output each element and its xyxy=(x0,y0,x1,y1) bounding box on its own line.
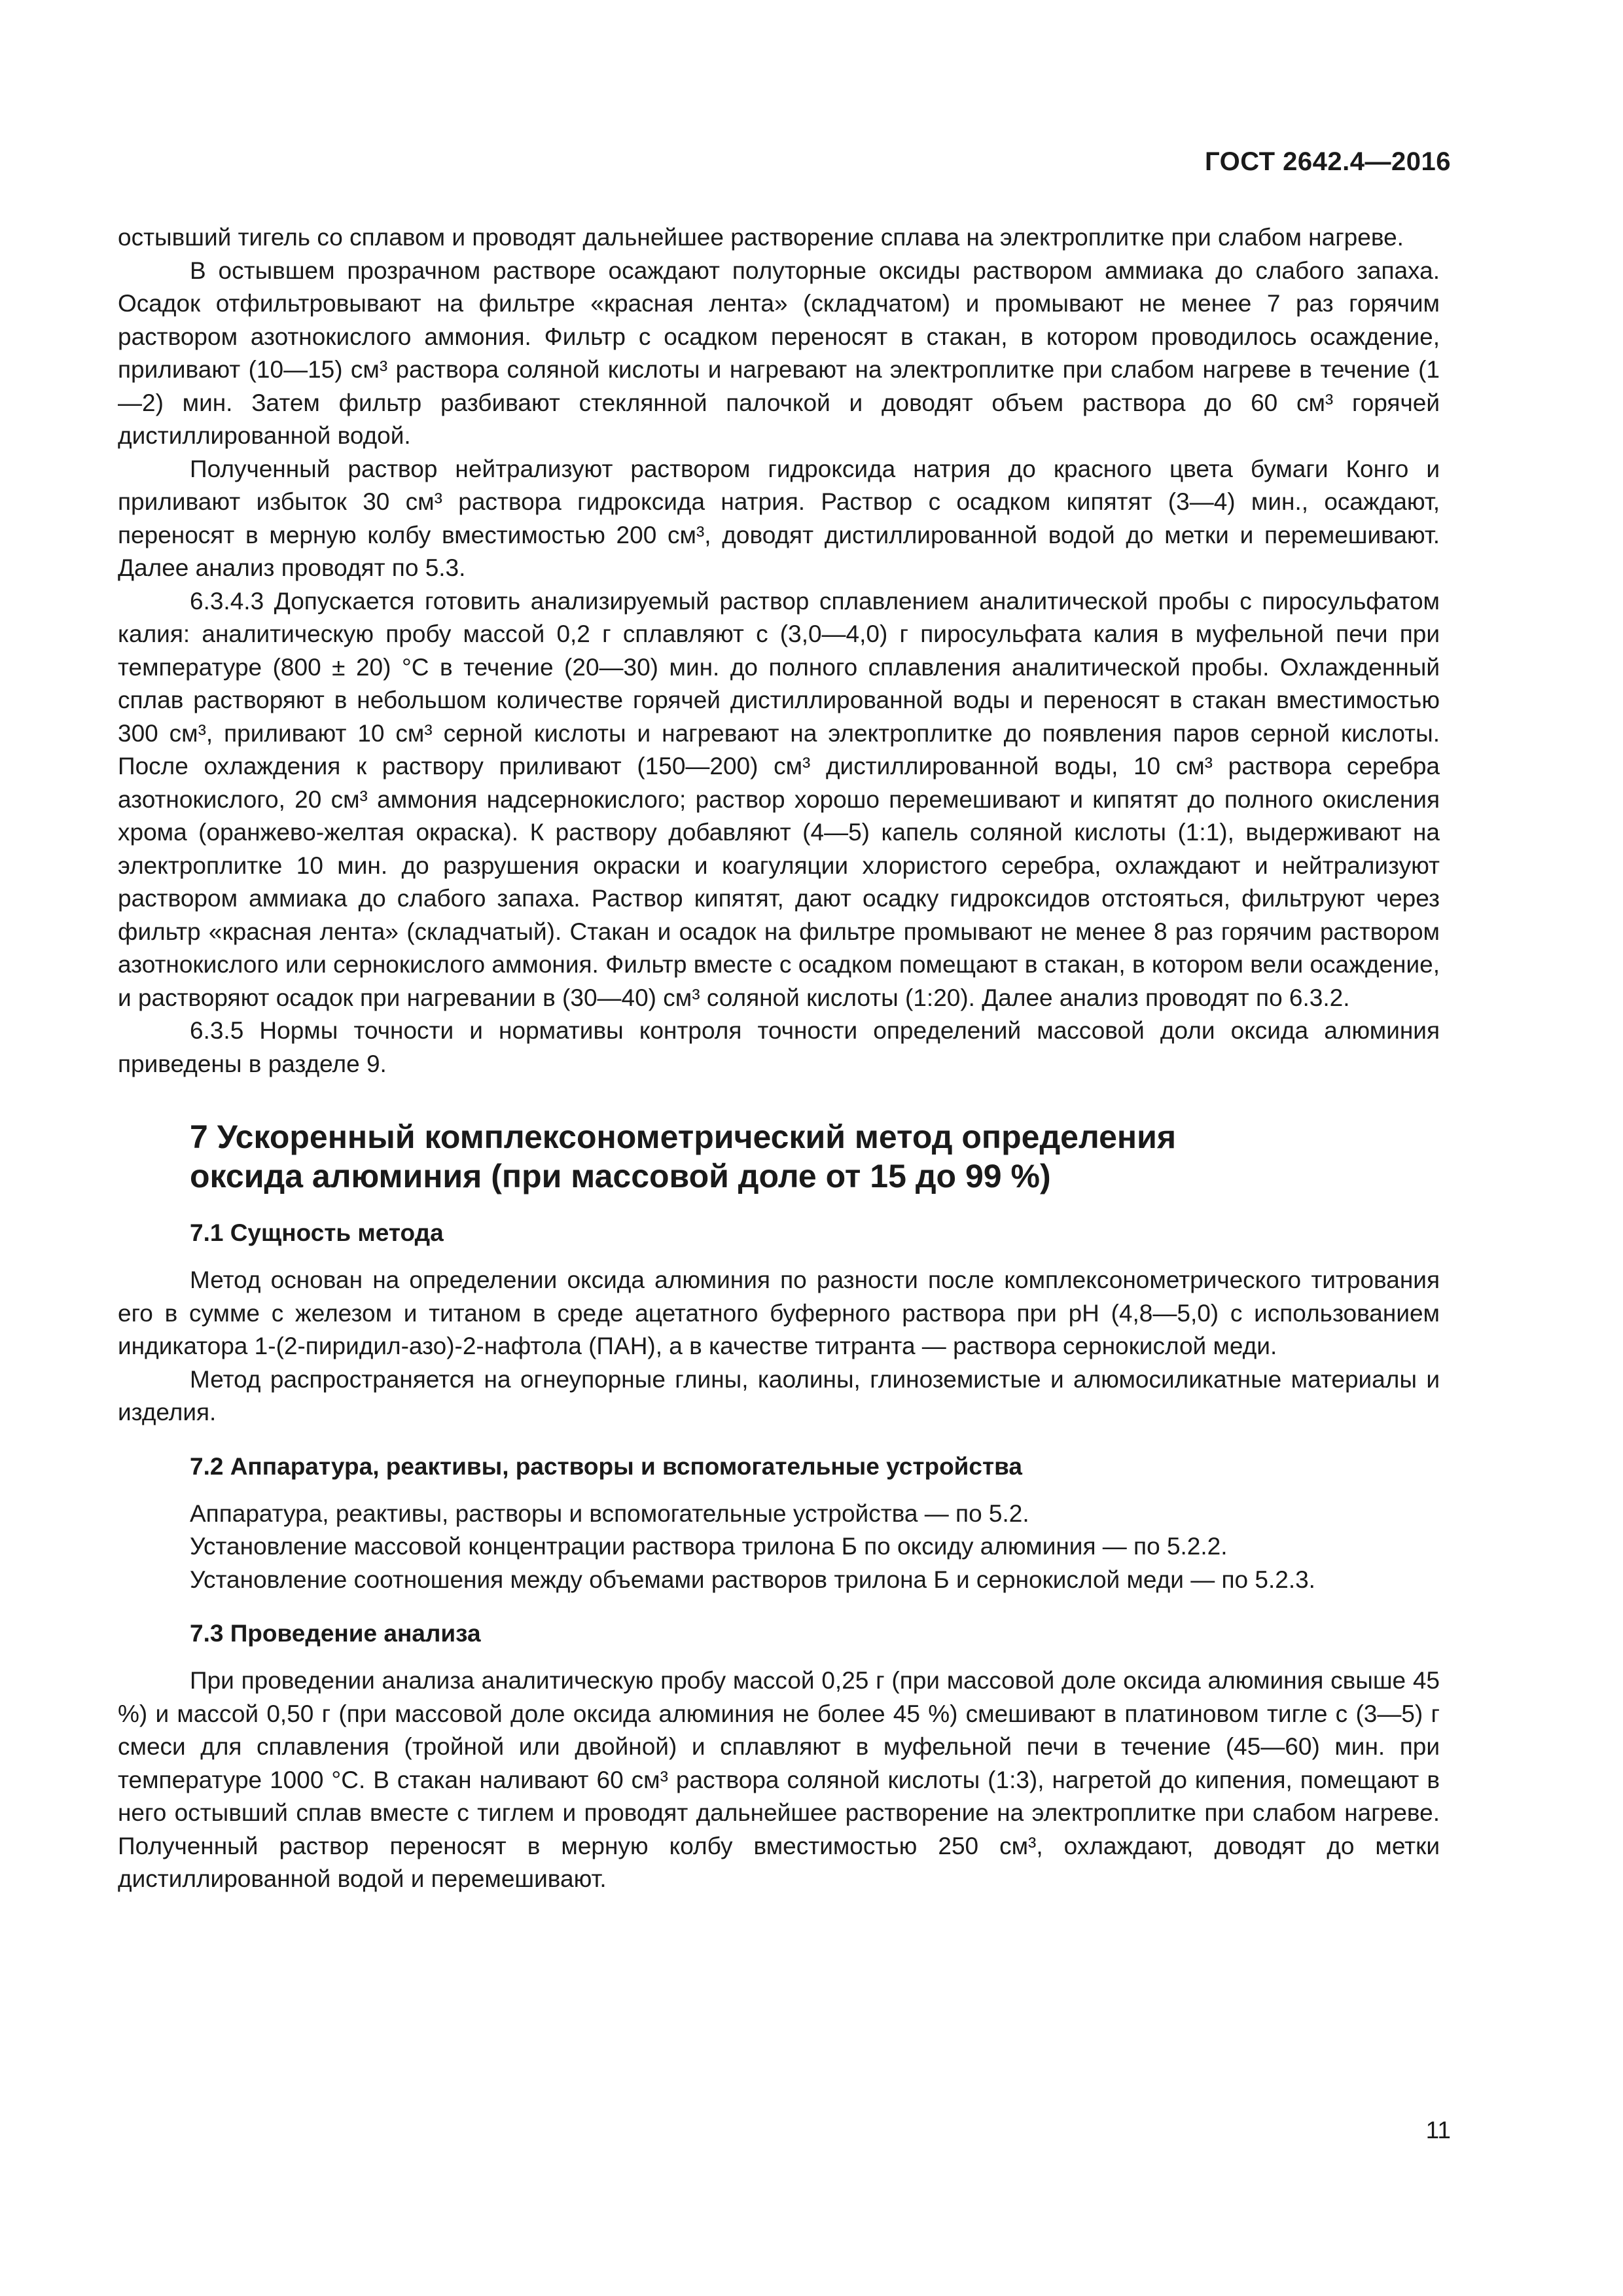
section-7-title-line-2: оксида алюминия (при массовой доле от 15 до 99 %) xyxy=(190,1158,1051,1194)
paragraph: В остывшем прозрачном растворе осаждают полуторные оксиды раствором аммиака до слабого запаха. Осадок отфильтровывают на фильтре «красная лента» (складчатом) и промывают не менее 7 раз горячим раствором азотнокислого аммония. Фильтр с осадком переносят в стакан, в котором проводилось осаждение, приливают (10—15) см³ раствора соляной кислоты и нагревают на электроплитке при слабом нагреве в течение (1—2) мин. Затем фильтр разбивают стеклянной палочкой и доводят объем раствора до 60 см³ горячей дистиллированной водой. xyxy=(118,257,1440,449)
page-number: 11 xyxy=(1425,2117,1451,2144)
document-id: ГОСТ 2642.4—2016 xyxy=(1204,147,1451,176)
subsection-7-3-title: 7.3 Проведение анализа xyxy=(190,1620,481,1647)
reference-line: Установление массовой концентрации раствора трилона Б по оксиду алюминия — по 5.2.2. xyxy=(190,1533,1228,1560)
paragraph: Метод основан на определении оксида алюминия по разности после комплексонометрического титрования его в сумме с железом и титаном в среде ацетатного буферного раствора при pH (4,8—5,0) с использованием индикатора 1-(2-пиридил-азо)-2-нафтола (ПАН), а в качестве титранта — раствора сернокислой меди. xyxy=(118,1266,1440,1359)
paragraph-continuation: остывший тигель со сплавом и проводят дальнейшее растворение сплава на электроплитке при слабом нагреве. xyxy=(118,224,1404,251)
document-body xyxy=(118,221,1440,1896)
section-7-title xyxy=(190,1117,1440,1196)
paragraph-6-3-5: 6.3.5 Нормы точности и нормативы контроля точности определений массовой доли оксида алюминия приведены в разделе 9. xyxy=(118,1017,1440,1077)
paragraph: Полученный раствор нейтрализуют раствором гидроксида натрия до красного цвета бумаги Конго и приливают избыток 30 см³ раствора гидроксида натрия. Раствор с осадком кипятят (3—4) мин., осаждают, переносят в мерную колбу вместимостью 200 см³, доводят дистиллированной водой до метки и перемешивают. Далее анализ проводят по 5.3. xyxy=(118,455,1440,581)
reference-line: Аппаратура, реактивы, растворы и вспомогательные устройства — по 5.2. xyxy=(190,1499,1029,1527)
paragraph-6-3-4-3: 6.3.4.3 Допускается готовить анализируемый раствор сплавлением аналитической пробы с пиросульфатом калия: аналитическую пробу массой 0,2 г сплавляют с (3,0—4,0) г пиросульфата калия в муфельной печи при температуре (800 ± 20) °С в течение (20—30) мин. до полного сплавления аналитической пробы. Охлажденный сплав растворяют в небольшом количестве горячей дистиллированной воды и переносят в стакан вместимостью 300 см³, приливают 10 см³ серной кислоты и нагревают на электроплитке до появления паров серной кислоты. После охлаждения к раствору приливают (150—200) см³ дистиллированной воды, 10 см³ раствора серебра азотнокислого, 20 см³ аммония надсернокислого; раствор хорошо перемешивают и кипятят до полного окисления хрома (оранжево-желтая окраска). К раствору добавляют (4—5) капель соляной кислоты (1:1), выдерживают на электроплитке 10 мин. до разрушения окраски и коагуляции хлористого серебра, охлаждают и нейтрализуют раствором аммиака до слабого запаха. Раствор кипятят, дают осадку гидроксидов отстояться, фильтруют через фильтр «красная лента» (складчатый). Стакан и осадок на фильтре промывают не менее 8 раз горячим раствором азотнокислого или сернокислого аммония. Фильтр вместе с осадком помещают в стакан, в котором вели осаждение, и растворяют осадок при нагревании в (30—40) см³ соляной кислоты (1:20). Далее анализ проводят по 6.3.2. xyxy=(118,587,1440,1011)
reference-line: Установление соотношения между объемами растворов трилона Б и сернокислой меди — по 5.2.3. xyxy=(190,1566,1315,1593)
paragraph: При проведении анализа аналитическую пробу массой 0,25 г (при массовой доле оксида алюминия свыше 45 %) и массой 0,50 г (при массовой доле оксида алюминия не более 45 %) смешивают в платиновом тигле с (3—5) г смеси для сплавления (тройной или двойной) и сплавляют в муфельной печи в течение (45—60) мин. при температуре 1000 °С. В стакан наливают 60 см³ раствора соляной кислоты (1:3), нагретой до кипения, помещают в него остывший сплав вместе с тиглем и проводят дальнейшее растворение на электроплитке при слабом нагреве. Полученный раствор переносят в мерную колбу вместимостью 250 см³, охлаждают, доводят до метки дистиллированной водой и перемешивают. xyxy=(118,1667,1440,1892)
paragraph: Метод распространяется на огнеупорные глины, каолины, глиноземистые и алюмосиликатные материалы и изделия. xyxy=(118,1365,1440,1426)
subsection-7-2-title: 7.2 Аппаратура, реактивы, растворы и вспомогательные устройства xyxy=(190,1452,1022,1480)
subsection-7-1-title: 7.1 Сущность метода xyxy=(190,1219,444,1246)
section-7-title-line-1: 7 Ускоренный комплексонометрический метод определения xyxy=(190,1119,1177,1155)
